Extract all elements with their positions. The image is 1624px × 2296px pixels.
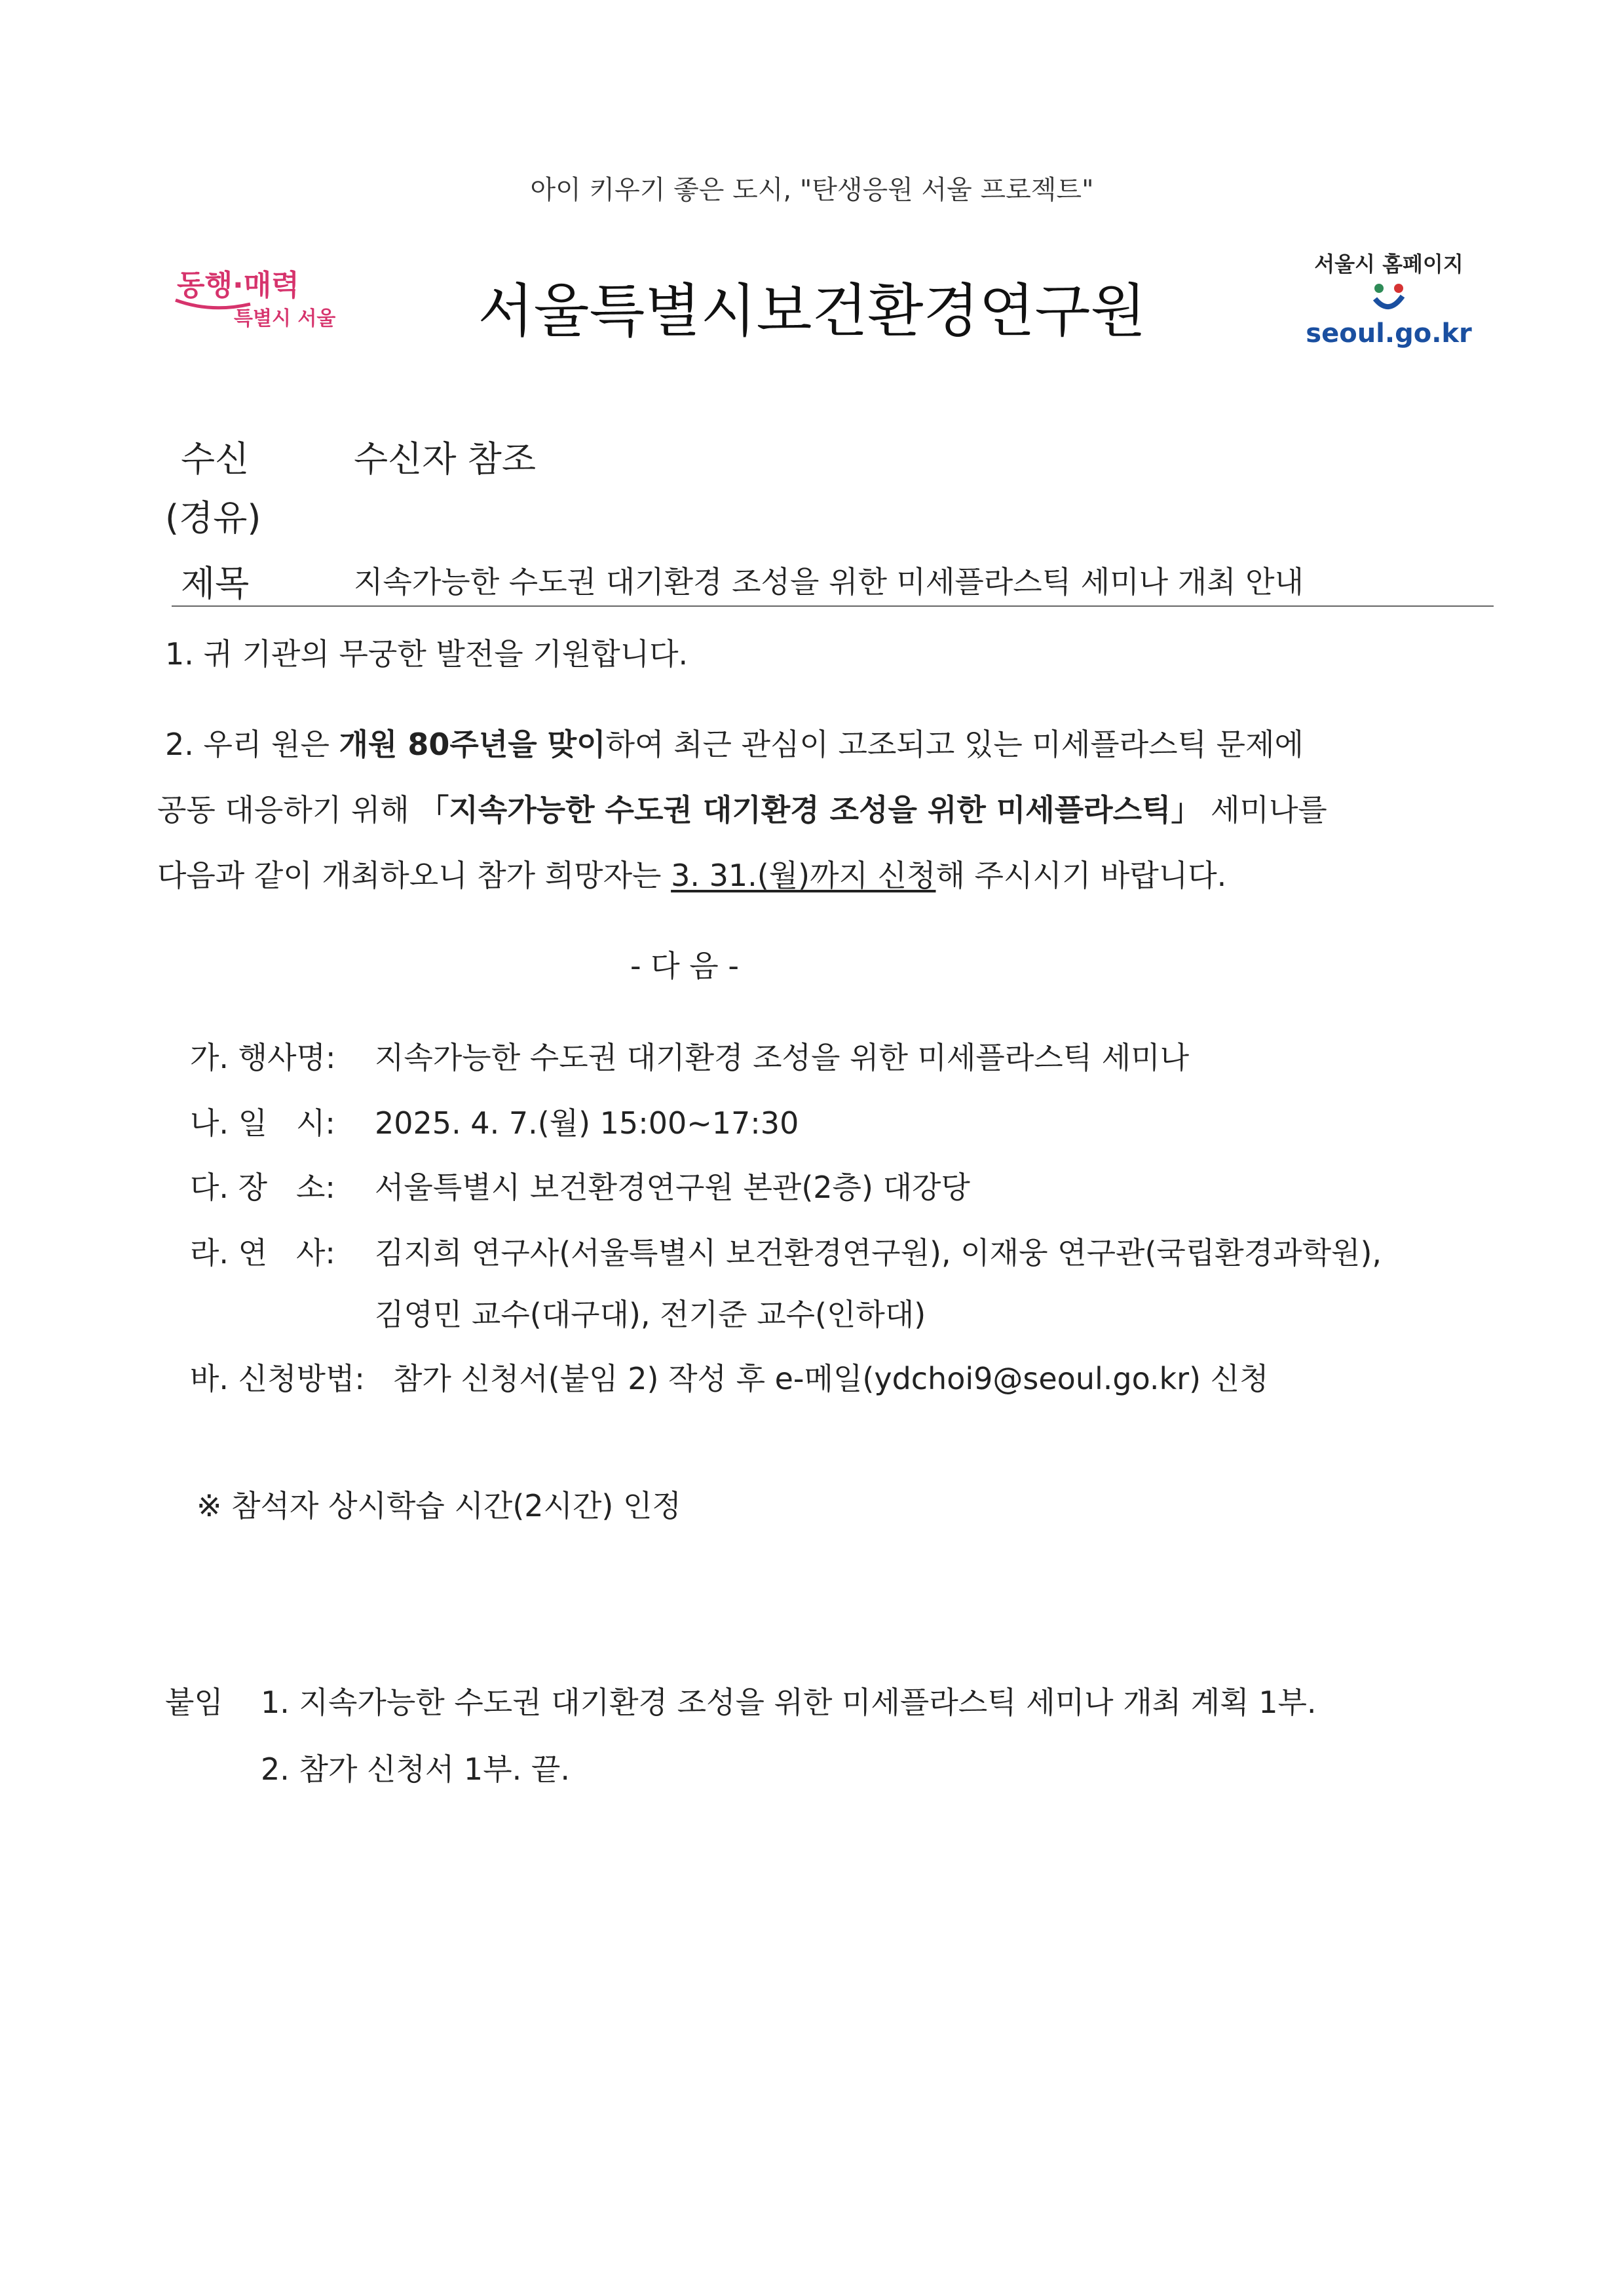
attachment-label: 붙임 bbox=[165, 1685, 223, 1720]
item-ba-value: 참가 신청서(붙임 2) 작성 후 e-메일(ydchoi9@seoul.go.kr) 신청 bbox=[393, 1361, 1269, 1396]
header-divider bbox=[172, 605, 1494, 607]
p2-line2-post: 세미나를 bbox=[1201, 792, 1327, 828]
recipient-label: 수신 bbox=[181, 438, 250, 480]
item-na-label: 나. 일 시: bbox=[190, 1105, 335, 1141]
p2-bold1: 개원 80주년을 맞이 bbox=[339, 727, 606, 762]
slogan: 아이 키우기 좋은 도시, "탄생응원 서울 프로젝트" bbox=[530, 175, 1094, 205]
paragraph-2-line3 bbox=[157, 852, 1226, 895]
paragraph-2-line1 bbox=[165, 721, 1304, 764]
item-ba-label: 바. 신청방법: bbox=[190, 1361, 365, 1396]
seoul-symbol-icon bbox=[1366, 277, 1412, 316]
da-eum-heading: - 다 음 - bbox=[630, 948, 739, 984]
p2-line3-post: 해 주시시기 바랍니다. bbox=[935, 858, 1227, 893]
logo-line2: 특별시 서울 bbox=[234, 307, 335, 330]
item-ra-value: 김지희 연구사(서울특별시 보건환경연구원), 이재웅 연구관(국립환경과학원), bbox=[375, 1235, 1382, 1271]
seoul-homepage-logo[interactable] bbox=[1300, 248, 1477, 353]
homepage-domain: seoul.go.kr bbox=[1306, 318, 1472, 349]
paragraph-2-line2 bbox=[157, 786, 1327, 830]
item-na-value: 2025. 4. 7.(월) 15:00~17:30 bbox=[375, 1105, 799, 1141]
p2-line3-pre: 다음과 같이 개최하오니 참가 희망자는 bbox=[157, 858, 671, 893]
attachment-2: 2. 참가 신청서 1부. 끝. bbox=[261, 1751, 570, 1787]
via-label: (경유) bbox=[165, 497, 261, 539]
item-ga-value: 지속가능한 수도권 대기환경 조성을 위한 미세플라스틱 세미나 bbox=[375, 1040, 1190, 1075]
item-ga-label: 가. 행사명: bbox=[190, 1040, 336, 1075]
p2-deadline: 3. 31.(월)까지 신청 bbox=[671, 858, 936, 893]
paragraph-1: 1. 귀 기관의 무궁한 발전을 기원합니다. bbox=[165, 636, 689, 672]
homepage-caption: 서울시 홈페이지 bbox=[1314, 252, 1463, 277]
p2-pre: 2. 우리 원은 bbox=[165, 727, 339, 762]
subject-value: 지속가능한 수도권 대기환경 조성을 위한 미세플라스틱 세미나 개최 안내 bbox=[354, 564, 1304, 600]
p2-mid1: 하여 최근 관심이 고조되고 있는 미세플라스틱 문제에 bbox=[605, 727, 1304, 762]
p2-bold2: 「지속가능한 수도권 대기환경 조성을 위한 미세플라스틱」 bbox=[419, 792, 1201, 828]
attachment-1: 1. 지속가능한 수도권 대기환경 조성을 위한 미세플라스틱 세미나 개최 계획 1부. bbox=[261, 1685, 1317, 1720]
org-title: 서울특별시보건환경연구원 bbox=[478, 277, 1146, 345]
note-credit: ※ 참석자 상시학습 시간(2시간) 인정 bbox=[197, 1488, 681, 1523]
p2-line2-pre: 공동 대응하기 위해 bbox=[157, 792, 419, 828]
subject-label: 제목 bbox=[181, 563, 250, 604]
item-da-value: 서울특별시 보건환경연구원 본관(2층) 대강당 bbox=[375, 1170, 970, 1205]
item-ra-label: 라. 연 사: bbox=[190, 1235, 335, 1271]
recipient-value: 수신자 참조 bbox=[354, 438, 536, 480]
item-da-label: 다. 장 소: bbox=[190, 1170, 335, 1205]
logo-line1: 동행·매력 bbox=[177, 269, 299, 302]
item-ra-value-line2: 김영민 교수(대구대), 전기준 교수(인하대) bbox=[375, 1297, 926, 1332]
